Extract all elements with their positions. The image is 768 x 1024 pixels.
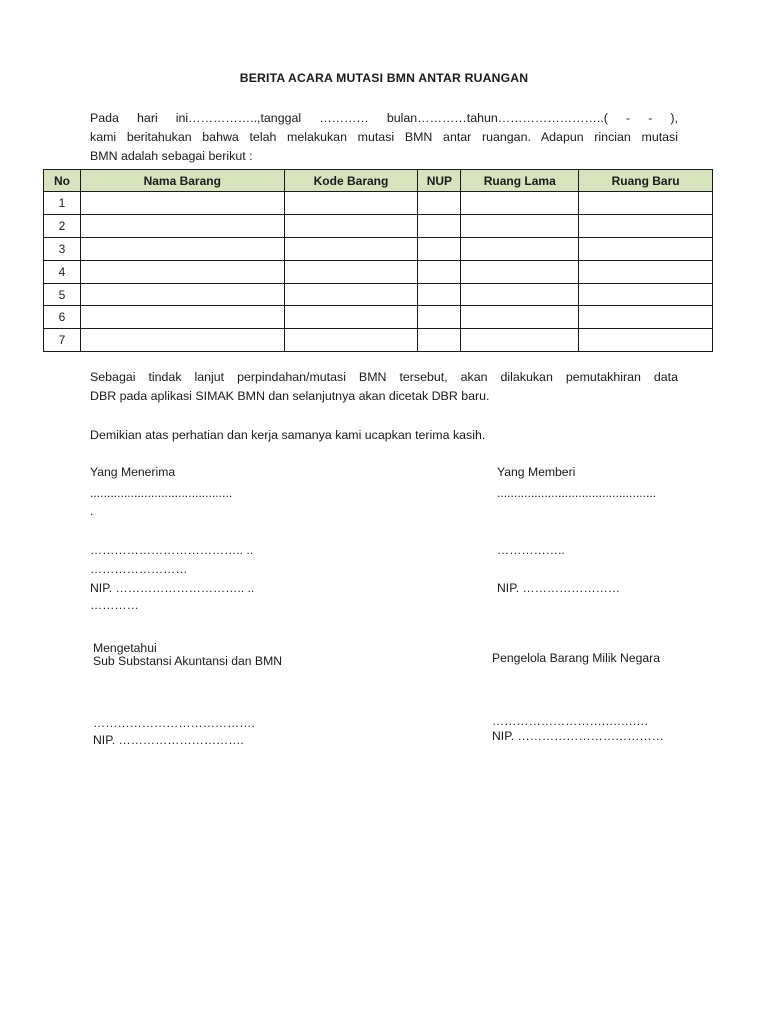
row-number: 3 <box>44 237 81 260</box>
cell-nup[interactable] <box>418 283 461 306</box>
table-row <box>44 329 713 352</box>
manager-name-line: ……………………….….….… <box>492 714 649 728</box>
cell-nup[interactable] <box>418 329 461 352</box>
cell-nup[interactable] <box>418 237 461 260</box>
table-row <box>44 192 713 215</box>
cell-ruang-lama[interactable] <box>461 283 579 306</box>
row-number: 6 <box>44 306 81 329</box>
cell-ruang-baru[interactable] <box>579 306 713 329</box>
acknowledger-label: Mengetahui <box>93 641 157 655</box>
acknowledger-name-line: …………………………………. <box>93 716 255 730</box>
header-kode-barang: Kode Barang <box>284 170 418 192</box>
table-row <box>44 306 713 329</box>
receiver-name-line-2: …………………… <box>90 562 188 576</box>
table-row <box>44 237 713 260</box>
table-header-row <box>44 170 713 192</box>
cell-nama-barang[interactable] <box>80 283 284 306</box>
row-number: 2 <box>44 214 81 237</box>
cell-kode-barang[interactable] <box>284 214 418 237</box>
cell-ruang-lama[interactable] <box>461 329 579 352</box>
intro-line-2: kami beritahukan bahwa telah melakukan mutasi BMN antar ruangan. Adapun rincian mutasi <box>90 130 678 144</box>
receiver-nip-tail: ………… <box>90 598 139 612</box>
cell-ruang-lama[interactable] <box>461 306 579 329</box>
cell-ruang-baru[interactable] <box>579 283 713 306</box>
acknowledger-nip: NIP. …………………………. <box>93 733 244 747</box>
cell-ruang-lama[interactable] <box>461 192 579 215</box>
cell-ruang-baru[interactable] <box>579 260 713 283</box>
intro-paragraph <box>90 109 678 166</box>
header-no: No <box>44 170 81 192</box>
acknowledger-role: Sub Substansi Akuntansi dan BMN <box>93 654 283 668</box>
intro-line-1: Pada hari ini……………..,tanggal ………… bulan…………tahun……………………..( - - ), <box>90 111 678 125</box>
cell-kode-barang[interactable] <box>284 306 418 329</box>
header-ruang-lama: Ruang Lama <box>461 170 579 192</box>
cell-nama-barang[interactable] <box>80 237 284 260</box>
cell-ruang-lama[interactable] <box>461 237 579 260</box>
receiver-dots-tail: . <box>90 504 94 518</box>
receiver-nip: NIP. ………………………….. .. <box>90 581 255 595</box>
cell-ruang-baru[interactable] <box>579 237 713 260</box>
receiver-dots: .......................................... <box>90 486 233 500</box>
cell-nup[interactable] <box>418 214 461 237</box>
cell-nama-barang[interactable] <box>80 214 284 237</box>
row-number: 5 <box>44 283 81 306</box>
header-nama-barang: Nama Barang <box>80 170 284 192</box>
header-nup: NUP <box>418 170 461 192</box>
mutation-table <box>43 169 713 352</box>
cell-nama-barang[interactable] <box>80 329 284 352</box>
cell-ruang-baru[interactable] <box>579 192 713 215</box>
giver-name-line: …………….. <box>497 543 565 557</box>
cell-nama-barang[interactable] <box>80 260 284 283</box>
table-row <box>44 214 713 237</box>
cell-kode-barang[interactable] <box>284 283 418 306</box>
document-title: BERITA ACARA MUTASI BMN ANTAR RUANGAN <box>239 71 529 85</box>
manager-nip: NIP. ……………………………… <box>492 729 664 743</box>
giver-dots: ............................................... <box>497 486 657 500</box>
followup-paragraph <box>90 368 678 406</box>
header-ruang-baru: Ruang Baru <box>579 170 713 192</box>
cell-ruang-baru[interactable] <box>579 214 713 237</box>
cell-kode-barang[interactable] <box>284 192 418 215</box>
cell-kode-barang[interactable] <box>284 260 418 283</box>
cell-ruang-lama[interactable] <box>461 260 579 283</box>
receiver-name-line: ……………………………….. .. <box>90 543 254 557</box>
manager-role: Pengelola Barang Milik Negara <box>492 651 661 665</box>
cell-nup[interactable] <box>418 306 461 329</box>
followup-line-1: Sebagai tindak lanjut perpindahan/mutasi BMN tersebut, akan dilakukan pemutakhiran data <box>90 370 678 384</box>
receiver-role: Yang Menerima <box>90 465 176 479</box>
giver-role: Yang Memberi <box>497 465 576 479</box>
cell-nama-barang[interactable] <box>80 192 284 215</box>
followup-line-2: DBR pada aplikasi SIMAK BMN dan selanjutnya akan dicetak DBR baru. <box>90 389 490 403</box>
table-row <box>44 260 713 283</box>
cell-nup[interactable] <box>418 260 461 283</box>
cell-ruang-lama[interactable] <box>461 214 579 237</box>
giver-nip: NIP. …………………… <box>497 581 621 595</box>
cell-nama-barang[interactable] <box>80 306 284 329</box>
row-number: 7 <box>44 329 81 352</box>
cell-kode-barang[interactable] <box>284 329 418 352</box>
row-number: 1 <box>44 192 81 215</box>
intro-line-3: BMN adalah sebagai berikut : <box>90 149 253 163</box>
cell-nup[interactable] <box>418 192 461 215</box>
closing-sentence: Demikian atas perhatian dan kerja samanya kami ucapkan terima kasih. <box>90 428 486 442</box>
cell-ruang-baru[interactable] <box>579 329 713 352</box>
table-row <box>44 283 713 306</box>
cell-kode-barang[interactable] <box>284 237 418 260</box>
row-number: 4 <box>44 260 81 283</box>
